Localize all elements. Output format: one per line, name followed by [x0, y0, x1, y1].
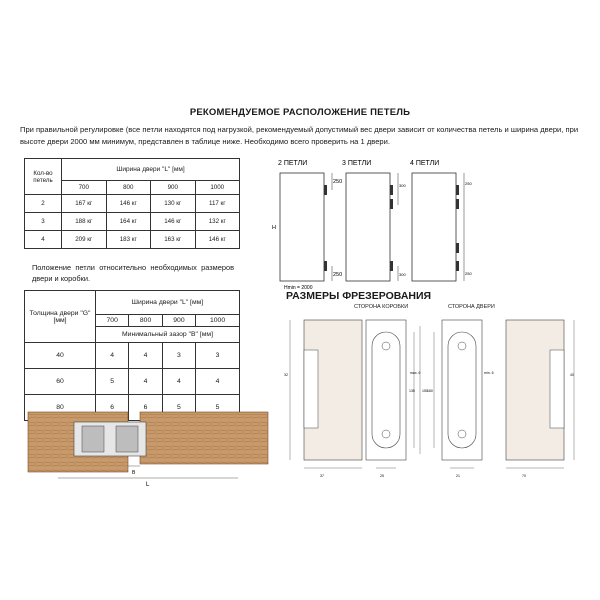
table-cell: 3 [25, 213, 62, 231]
hinge-cup [82, 426, 104, 452]
dim-label: 32 [284, 373, 288, 377]
milling-title: РАЗМЕРЫ ФРЕЗЕРОВАНИЯ [286, 290, 432, 302]
clearance-table-width: 1000 [196, 315, 240, 327]
dim-label: 40 [570, 373, 574, 377]
hinge-slot [372, 332, 400, 448]
dim-b-label: B [132, 470, 136, 476]
screw-hole [458, 430, 466, 438]
load-table-col0-header: Кол-во петель [25, 159, 62, 195]
table-cell: 146 кг [151, 213, 196, 231]
load-table-width: 700 [62, 181, 107, 195]
table-cell: 6 [129, 395, 162, 421]
screw-hole [382, 430, 390, 438]
hinge-slot [448, 332, 476, 448]
dim-label: 300 [399, 183, 406, 188]
dim-label: 37 [320, 474, 324, 478]
table-cell: 80 [25, 395, 96, 421]
table-cell: 163 кг [151, 231, 196, 249]
table-cell: 5 [196, 395, 240, 421]
hinge-mark [390, 185, 393, 195]
hinge-mark [456, 261, 459, 271]
dim-label: min. 6 [484, 371, 494, 375]
clearance-table-col0-header: Толщина двери "G" [мм] [25, 291, 96, 343]
frame-side-label: СТОРОНА КОРОБКИ [354, 304, 409, 310]
clearance-table [24, 290, 240, 421]
table-cell: 146 кг [106, 195, 151, 213]
dim-label: 160 [427, 389, 433, 393]
page-title: РЕКОМЕНДУЕМОЕ РАСПОЛОЖЕНИЕ ПЕТЕЛЬ [189, 107, 411, 118]
hinge-mark [456, 199, 459, 209]
table-row [25, 231, 240, 249]
load-table-width: 800 [106, 181, 151, 195]
table-cell: 3 [162, 343, 195, 369]
screw-hole [458, 342, 466, 350]
table-cell: 209 кг [62, 231, 107, 249]
clearance-table-group-header: Ширина двери "L" [мм] [96, 291, 240, 315]
load-table-group-header: Ширина двери "L" [мм] [62, 159, 240, 181]
load-table [24, 158, 240, 249]
table-cell: 6 [96, 395, 129, 421]
table-cell: 167 кг [62, 195, 107, 213]
table-cell: 132 кг [195, 213, 240, 231]
dim-label: 21 [456, 474, 460, 478]
table-cell: 40 [25, 343, 96, 369]
hinge-mark [324, 185, 327, 195]
milling-diagram [284, 312, 584, 487]
hinge-mark [390, 261, 393, 271]
table-cell: 188 кг [62, 213, 107, 231]
dim-label: H [272, 225, 276, 231]
screw-hole [382, 342, 390, 350]
table-cell: 164 кг [106, 213, 151, 231]
door-outline [280, 173, 324, 281]
layout-label-2: 2 ПЕТЛИ [278, 160, 308, 167]
hinge-mark [390, 199, 393, 209]
wood-section-diagram [28, 404, 278, 494]
layout-label-3: 3 ПЕТЛИ [342, 160, 372, 167]
load-table-width: 900 [151, 181, 196, 195]
hinge-layouts-diagram [270, 155, 470, 295]
table-cell: 117 кг [195, 195, 240, 213]
table-cell: 4 [162, 369, 195, 395]
intro-paragraph: При правильной регулировке (все петли находятся под нагрузкой, рекомендуемый допустимый вес двери зависит от количества петель и ширина двери, при высоте двери 2000 мм минимум, представлен в таблице ниже. Необходимо всего проверить на 1 двери. [20, 125, 579, 146]
table-row [25, 213, 240, 231]
table-cell: 3 [196, 343, 240, 369]
hinge-mark [456, 243, 459, 253]
table-cell: 4 [25, 231, 62, 249]
dim-label: 250 [333, 272, 343, 278]
dim-l-label: L [146, 482, 150, 488]
dim-label: 250 [465, 181, 472, 186]
frame-recess [304, 350, 318, 428]
load-table-width: 1000 [195, 181, 240, 195]
table-cell: 2 [25, 195, 62, 213]
table-cell: 4 [129, 369, 162, 395]
door-outline [412, 173, 456, 281]
dim-label: max. 6 [410, 371, 421, 375]
clearance-table-width: 700 [96, 315, 129, 327]
table-cell: 60 [25, 369, 96, 395]
door-leaf [140, 412, 268, 464]
dim-label: 70 [522, 474, 526, 478]
clearance-table-width: 800 [129, 315, 162, 327]
table-cell: 5 [162, 395, 195, 421]
hinge-mark [456, 185, 459, 195]
dim-label: 150 [422, 389, 428, 393]
door-recess [550, 350, 564, 428]
table-cell: 146 кг [195, 231, 240, 249]
table-cell: 4 [196, 369, 240, 395]
dim-label: 25 [380, 474, 384, 478]
clearance-table-width: 900 [162, 315, 195, 327]
dim-label: 135 [409, 389, 415, 393]
layout-label-4: 4 ПЕТЛИ [410, 160, 440, 167]
table-cell: 4 [96, 343, 129, 369]
table-row [25, 195, 240, 213]
table-cell: 130 кг [151, 195, 196, 213]
dim-label: 250 [465, 271, 472, 276]
table-row [25, 343, 240, 369]
hinge-cup [116, 426, 138, 452]
clearance-table-sub-header: Минимальный зазор "B" [мм] [96, 327, 240, 343]
door-outline [346, 173, 390, 281]
table-cell: 4 [129, 343, 162, 369]
hmin-label: Hmin = 2000 [284, 285, 313, 291]
position-text: Положение петли относительно необходимых размеров двери и коробки. [32, 263, 234, 283]
hinge-mark [324, 261, 327, 271]
door-side-label: СТОРОНА ДВЕРИ [448, 304, 495, 310]
dim-label: 300 [399, 272, 406, 277]
table-row [25, 369, 240, 395]
dim-label: 250 [333, 179, 343, 185]
table-cell: 183 кг [106, 231, 151, 249]
table-cell: 5 [96, 369, 129, 395]
